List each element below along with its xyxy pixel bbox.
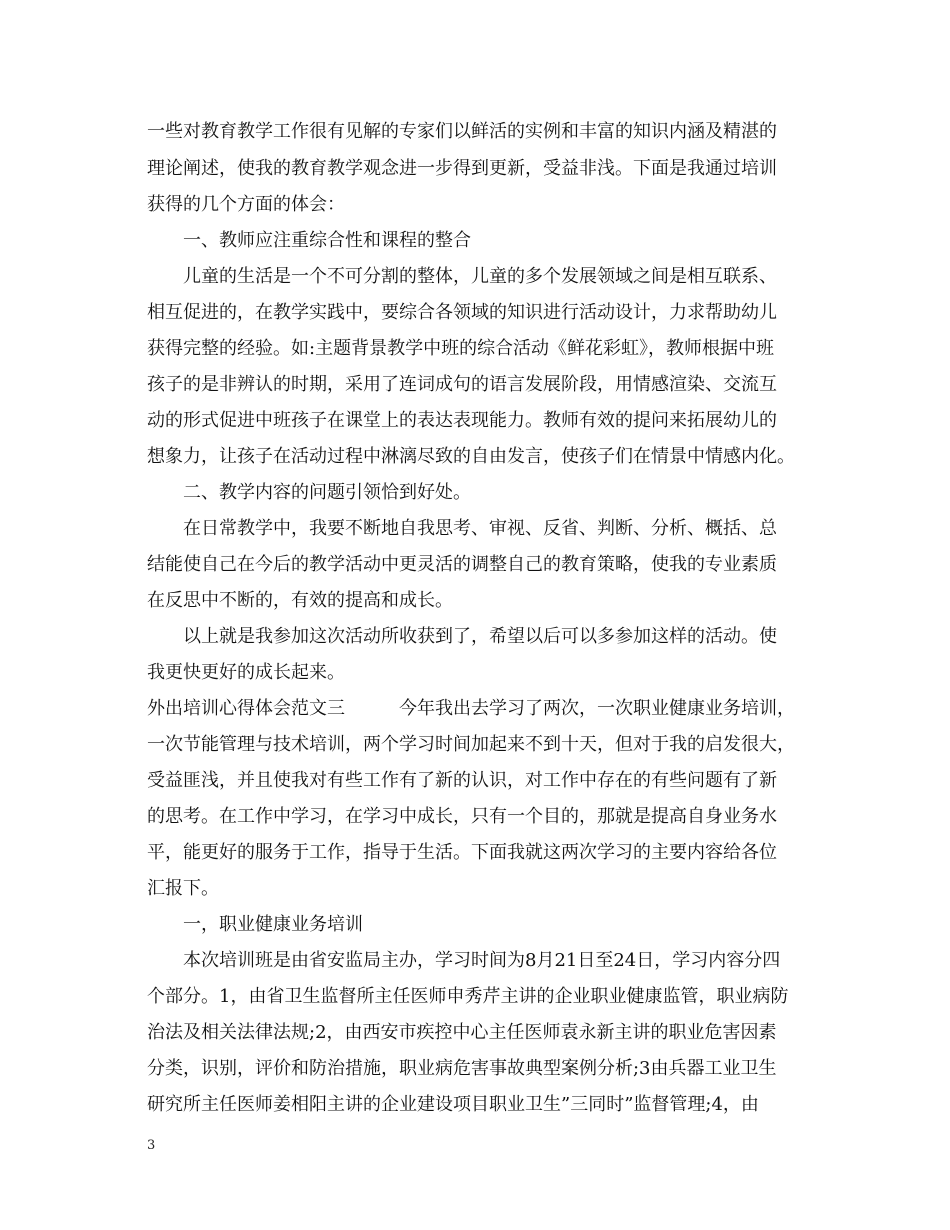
text-line: 获得的几个方面的体会： (147, 194, 345, 215)
text-line: 一些对教育教学工作很有见解的专家们以鲜活的实例和丰富的知识内涵及精湛的 (147, 121, 777, 142)
text-line: 孩子的是非辨认的时期，采用了连词成句的语言发展阶段，用情感渲染、交流互 (147, 374, 777, 395)
section-title-line: 外出培训心得体会范文三 今年我出去学习了两次，一次职业健康业务培训， (147, 698, 795, 719)
text-line: 以上就是我参加这次活动所收获到了，希望以后可以多参加这样的活动。使 (183, 626, 777, 647)
text-line: 分类，识别，评价和防治措施，职业病危害事故典型案例分析;3由兵器工业卫生 (147, 1058, 777, 1079)
text-line: 汇报下。 (147, 878, 219, 899)
text-line: 的思考。在工作中学习，在学习中成长，只有一个目的，那就是提高自身业务水 (147, 806, 777, 827)
text-line: 研究所主任医师姜相阳主讲的企业建设项目职业卫生”三同时”监督管理;4，由 (147, 1094, 759, 1115)
text-line: 受益匪浅，并且使我对有些工作有了新的认识，对工作中存在的有些问题有了新 (147, 770, 777, 791)
text-line: 我更快更好的成长起来。 (147, 662, 345, 683)
text-line: 本次培训班是由省安监局主办，学习时间为8月21日至24日，学习内容分四 (183, 950, 781, 971)
text-line: 治法及相关法律法规;2，由西安市疾控中心主任医师袁永新主讲的职业危害因素 (147, 1022, 777, 1043)
text-line: 获得完整的经验。如:主题背景教学中班的综合活动《鲜花彩虹》，教师根据中班 (147, 338, 775, 359)
section-heading: 一，职业健康业务培训 (183, 914, 363, 935)
text-line: 一次节能管理与技术培训，两个学习时间加起来不到十天，但对于我的启发很大， (147, 734, 795, 755)
page-number: 3 (147, 1138, 156, 1153)
text-line: 结能使自己在今后的教学活动中更灵活的调整自己的教育策略，使我的专业素质 (147, 554, 777, 575)
text-line: 平，能更好的服务于工作，指导于生活。下面我就这两次学习的主要内容给各位 (147, 842, 777, 863)
text-line: 想象力，让孩子在活动过程中淋漓尽致的自由发言，使孩子们在情景中情感内化。 (147, 446, 795, 467)
text-line: 在反思中不断的，有效的提高和成长。 (147, 590, 453, 611)
text-line: 相互促进的，在教学实践中，要综合各领域的知识进行活动设计，力求帮助幼儿 (147, 302, 777, 323)
text-line: 在日常教学中，我要不断地自我思考、审视、反省、判断、分析、概括、总 (183, 518, 777, 539)
text-line: 动的形式促进中班孩子在课堂上的表达表现能力。教师有效的提问来拓展幼儿的 (147, 410, 777, 431)
text-line: 理论阐述，使我的教育教学观念进一步得到更新，受益非浅。下面是我通过培训 (147, 158, 777, 179)
section-heading: 二、教学内容的问题引领恰到好处。 (183, 482, 471, 503)
section-heading: 一、教师应注重综合性和课程的整合 (183, 230, 471, 251)
text-line: 个部分。1，由省卫生监督所主任医师申秀芹主讲的企业职业健康监管，职业病防 (147, 986, 789, 1007)
text-line: 儿童的生活是一个不可分割的整体，儿童的多个发展领域之间是相互联系、 (183, 266, 777, 287)
